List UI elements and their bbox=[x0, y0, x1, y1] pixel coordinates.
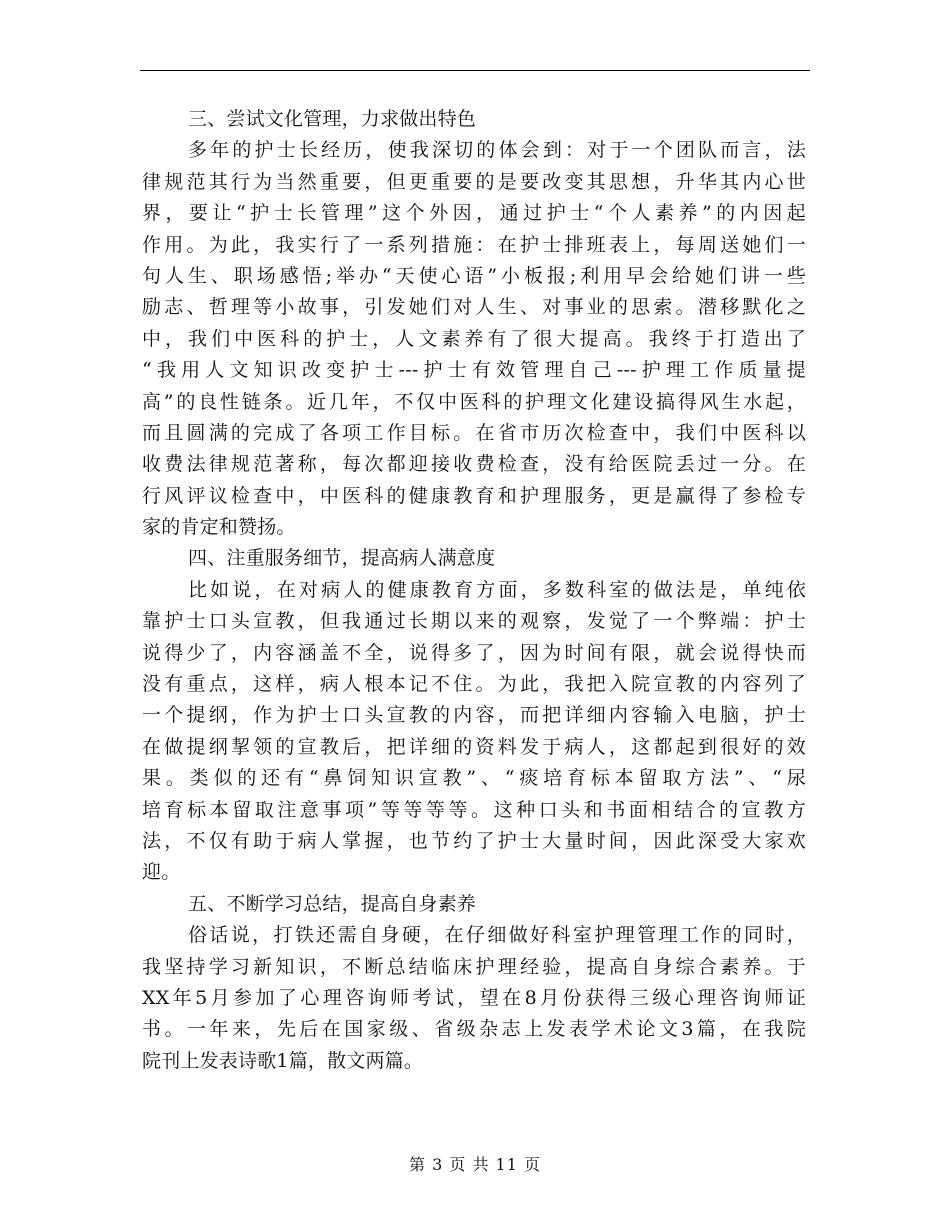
text-line: 培育标本留取注意事项”等等等等。这种口头和书面相结合的宣教方 bbox=[142, 798, 806, 821]
text-line: 收费法律规范著称，每次都迎接收费检查，没有给医院丢过一分。在 bbox=[142, 453, 806, 476]
text-line: 法，不仅有助于病人掌握，也节约了护士大量时间，因此深受大家欢 bbox=[142, 829, 806, 852]
text-line: 作用。为此，我实行了一系列措施：在护士排班表上，每周送她们一 bbox=[142, 233, 806, 256]
text-line: 而且圆满的完成了各项工作目标。在省市历次检查中，我们中医科以 bbox=[142, 421, 806, 444]
section bbox=[142, 889, 806, 1077]
text-line: 说得少了，内容涵盖不全，说得多了，因为时间有限，就会说得快而 bbox=[142, 641, 806, 664]
text-line: 我坚持学习新知识，不断总结临床护理经验，提高自身综合素养。于 bbox=[142, 955, 806, 978]
text-line: 书。一年来，先后在国家级、省级杂志上发表学术论文3篇，在我院 bbox=[142, 1018, 806, 1041]
text-line: 靠护士口头宣教，但我通过长期以来的观察，发觉了一个弊端：护士 bbox=[142, 610, 806, 633]
text-line: XX年5月参加了心理咨询师考试，望在8月份获得三级心理咨询师证 bbox=[142, 986, 806, 1009]
text-line: 比如说，在对病人的健康教育方面，多数科室的做法是，单纯依 bbox=[188, 578, 806, 601]
text-line: 界，要让“护士长管理”这个外因，通过护士“个人素养”的内因起 bbox=[142, 202, 806, 225]
section-heading: 五、不断学习总结，提高自身素养 bbox=[188, 892, 477, 915]
text-line: 迎。 bbox=[142, 861, 181, 884]
text-line: 行风评议检查中，中医科的健康教育和护理服务，更是赢得了参检专 bbox=[142, 484, 806, 507]
text-line: 高”的良性链条。近几年，不仅中医科的护理文化建设搞得风生水起， bbox=[142, 390, 806, 413]
text-line: 一个提纲，作为护士口头宣教的内容，而把详细内容输入电脑，护士 bbox=[142, 704, 806, 727]
text-line: 句人生、职场感悟;举办“天使心语”小板报;利用早会给她们讲一些 bbox=[142, 264, 806, 287]
document-body bbox=[142, 104, 806, 1077]
text-line: 多年的护士长经历，使我深切的体会到：对于一个团队而言，法 bbox=[188, 139, 806, 162]
page-number: 第 3 页 共 11 页 bbox=[409, 1155, 541, 1174]
text-line: 中，我们中医科的护士，人文素养有了很大提高。我终于打造出了 bbox=[142, 327, 806, 350]
text-line: “我用人文知识改变护士---护士有效管理自己---护理工作质量提 bbox=[142, 359, 806, 382]
text-line: 在做提纲挈领的宣教后，把详细的资料发于病人，这都起到很好的效 bbox=[142, 735, 806, 758]
section-heading: 四、注重服务细节，提高病人满意度 bbox=[188, 547, 496, 570]
section bbox=[142, 104, 806, 543]
text-line: 律规范其行为当然重要，但更重要的是要改变其思想，升华其内心世 bbox=[142, 170, 806, 193]
text-line: 家的肯定和赞扬。 bbox=[142, 516, 296, 539]
text-line: 俗话说，打铁还需自身硬，在仔细做好科室护理管理工作的同时， bbox=[188, 924, 806, 947]
header-rule bbox=[140, 70, 810, 71]
text-line: 没有重点，这样，病人根本记不住。为此，我把入院宣教的内容列了 bbox=[142, 673, 806, 696]
section bbox=[142, 543, 806, 888]
section-heading: 三、尝试文化管理，力求做出特色 bbox=[188, 108, 477, 130]
text-line: 院刊上发表诗歌1篇，散文两篇。 bbox=[142, 1049, 424, 1072]
text-line: 果。类似的还有“鼻饲知识宣教”、“痰培育标本留取方法”、“尿 bbox=[142, 767, 806, 790]
text-line: 励志、哲理等小故事，引发她们对人生、对事业的思索。潜移默化之 bbox=[142, 296, 806, 319]
